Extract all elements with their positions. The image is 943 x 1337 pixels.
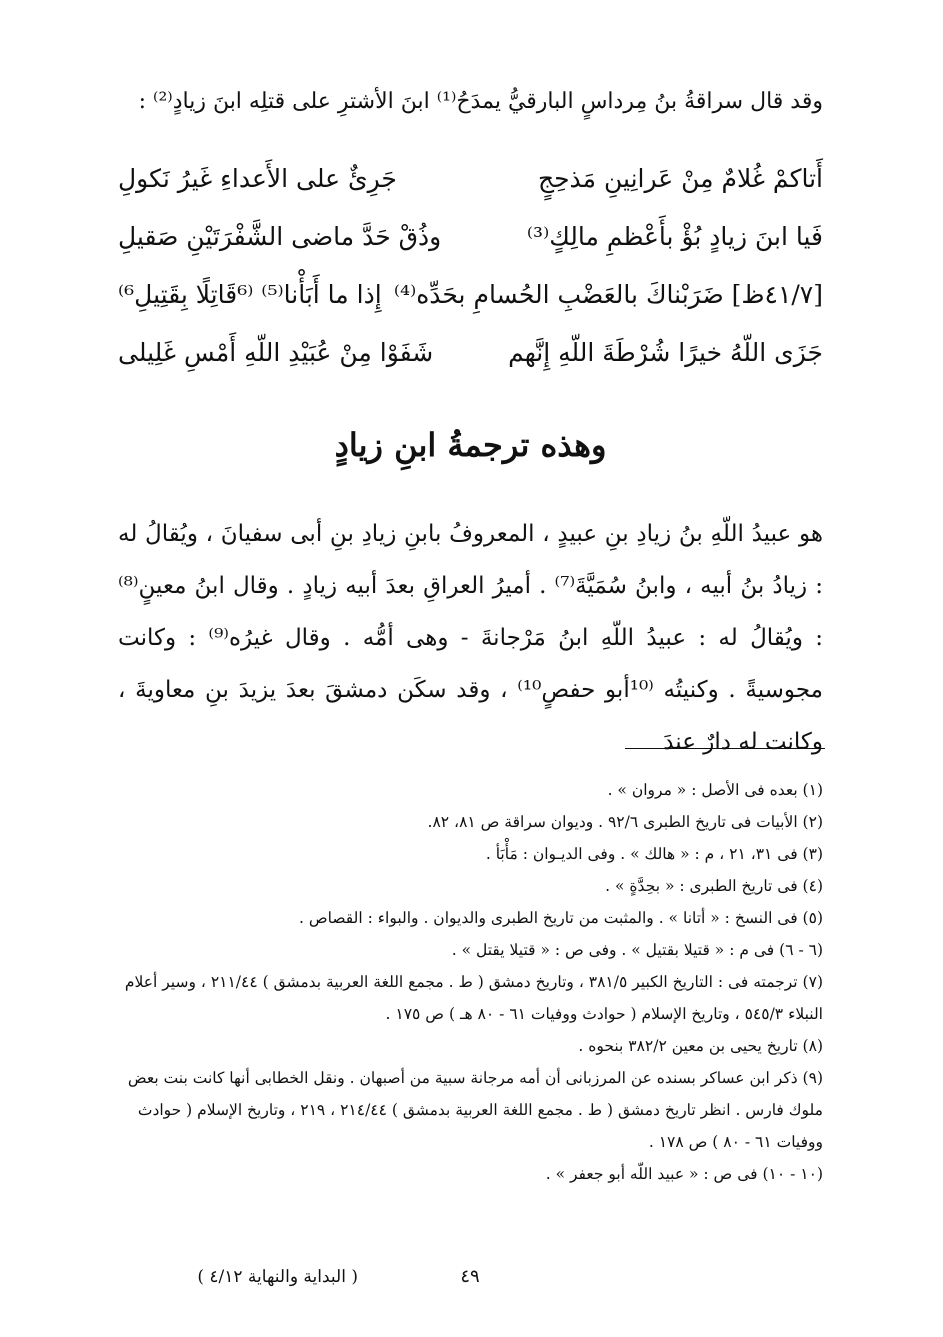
biography-paragraph: [118, 508, 823, 768]
footnote: (٩) ذكر ابن عساكر بسنده عن المرزبانى أن أمه مرجانة سبية من أصبهان . ونقل الخطابى أنها كانت بنت بعض ملوك فارس . انظر تاريخ دمشق ( ط . مجمع اللغة العربية بدمشق ) ٢١٤/٤٤ ، ٢١٩ ، وتاريخ الإسلام ( حوادث ووفيات ٦١ - ٨٠ ) ص ١٧٨ .: [127, 1069, 823, 1151]
footnote: (٧) ترجمته فى : التاريخ الكبير ٣٨١/٥ ، وتاريخ دمشق ( ط . مجمع اللغة العربية بدمشق ) ٢١١/٤٤ ، وسير أعلام النبلاء ٥٤٥/٣ ، وتاريخ الإسلام ( حوادث ووفيات ٦١ - ٨٠ هـ ) ص ١٧٥ .: [124, 973, 823, 1023]
section-heading: وهذه ترجمةُ ابنِ زيادٍ: [334, 426, 607, 464]
verse-row: [118, 324, 823, 382]
footnote: (١) بعده فى الأصل : « مروان » .: [607, 781, 823, 799]
verse-first-hemistich: فَيا ابنَ زيادٍ بُؤْ بأَعْظمِ مالِكٍ⁽³⁾: [526, 222, 823, 251]
footnotes: [118, 774, 823, 1190]
verse-row: [118, 208, 823, 266]
footnote: (١٠ - ١٠) فى ص : « عبيد اللّه أبو جعفر » .: [545, 1165, 823, 1183]
verse-first-hemistich: [٤١/٧ظ] ضَرَبْناكَ بالعَضْبِ الحُسامِ بحَدِّه⁽⁴⁾: [393, 280, 823, 309]
verse-second-hemistich: جَرِئٌ على الأَعداءِ غَيرُ نَكولِ: [118, 164, 397, 193]
verse-second-hemistich: إِذا ما أَبَأْنا⁽⁵⁾ ⁽⁶قَاتِلًا بِقَتِيلِ⁶⁾: [118, 280, 382, 309]
verse-first-hemistich: جَزَى اللّهُ خيرًا شُرْطَةَ اللّهِ إِنَّهم: [508, 338, 823, 367]
verse-first-hemistich: أَتاكمْ غُلامٌ مِنْ عَرانِينِ مَذحِجٍ: [537, 164, 823, 193]
footnote: (٣) فى ٣١، ٢١ ، م : « هالك » . وفى الديـوان : مَأْبَأ .: [485, 845, 823, 863]
verse-second-hemistich: وذُقْ حَدَّ ماضى الشَّفْرَتَيْنِ صَقيلِ: [118, 222, 442, 251]
page-number: ٤٩: [460, 1266, 480, 1287]
verse-row: [118, 266, 823, 324]
footnote-separator: [625, 748, 825, 749]
verse-row: [118, 150, 823, 208]
footnote: (٦ - ٦) فى م : « قتيلا بقتيل » . وفى ص : « قتيلا يقتل » .: [451, 941, 823, 959]
verse-second-hemistich: شَفَوْا مِنْ عُبَيْدِ اللّهِ أَمْسِ غَلِيلى: [118, 338, 434, 367]
footnote: (٨) تاريخ يحيى بن معين ٣٨٢/٢ بنحوه .: [578, 1037, 823, 1055]
body-paragraph: هو عبيدُ اللّهِ بنُ زيادِ بنِ عبيدٍ ، المعروفُ بابنِ زيادِ بنِ أبى سفيانَ ، ويُقالُ له : زيادُ بنُ أبيه ، وابنُ سُمَيَّةَ⁽⁷⁾ . أميرُ العراقِ بعدَ أبيه زيادٍ . وقال ابنُ معينٍ⁽⁸⁾ : ويُقالُ له : عبيدُ اللّهِ ابنُ مَرْجانةَ - وهى أمُّه . وقال غيرُه⁽⁹⁾ : وكانت مجوسيةً . وكنيتُه ⁽¹⁰أبو حفصٍ¹⁰⁾ ، وقد سكَن دمشقَ بعدَ يزيدَ بنِ معاويةَ ، وكانت له دارٌ عندَ: [118, 521, 823, 755]
source-label: ( البداية والنهاية ٤/١٢ ): [197, 1267, 358, 1287]
footnote: (٢) الأبيات فى تاريخ الطبرى ٩٢/٦ . وديوان سراقة ص ٨١، ٨٢.: [427, 813, 823, 831]
footnote: (٥) فى النسخ : « أتانا » . والمثبت من تاريخ الطبرى والديوان . والبواء : القصاص .: [299, 909, 823, 927]
intro-line: وقد قال سراقةُ بنُ مِرداسٍ البارقيُّ يمدَحُ⁽¹⁾ ابنَ الأشترِ على قتلِه ابنَ زيادٍ⁽²⁾ :: [138, 89, 823, 114]
footnote: (٤) فى تاريخ الطبرى : « بحِدَّةٍ » .: [605, 877, 823, 895]
